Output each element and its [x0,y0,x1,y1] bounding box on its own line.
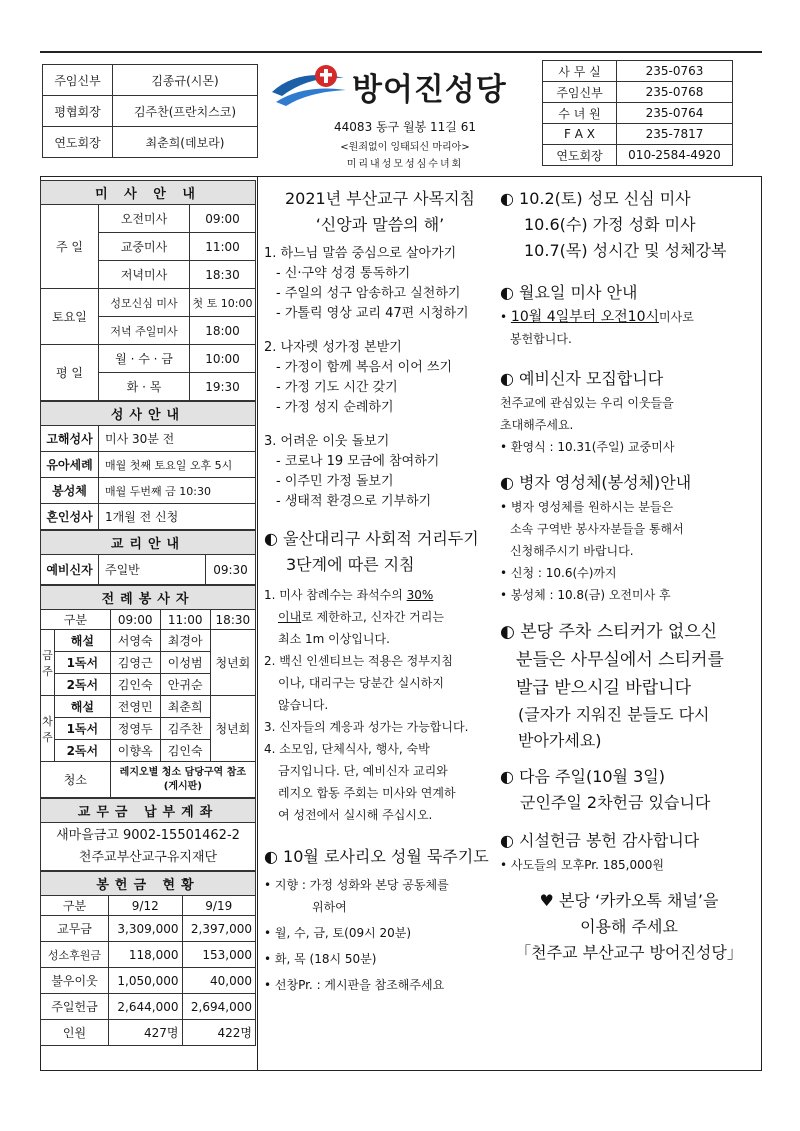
policy-item: 1. 하느님 말씀 중심으로 살아가기 [264,246,457,261]
distancing-text: 3. 신자들의 계응과 성가는 가능합니다. [264,720,469,734]
cleaning-label: 청소 [41,762,111,798]
sacrament-name: 유아세례 [41,452,99,478]
mass-name: 저녁미사 [99,261,190,289]
mass-day: 주 일 [41,205,99,289]
mass-time: 첫 토 10:00 [190,289,256,317]
policy-title: 2021년 부산교구 사목지침 [285,189,475,208]
policy-subitem: - 이주민 가정 돌보기 [276,474,394,489]
policy-item: 2. 나자렛 성가정 본받기 [264,340,402,355]
distancing-text: 2. 백신 인센티브는 적용은 정부지침 [264,654,453,668]
contact-table [542,60,733,166]
staff-role: 연도회장 [43,127,113,158]
distancing-text: 이나, 대리구는 당분간 실시하지 [278,676,444,690]
servers-header: 09:00 [110,610,160,630]
offering-table [40,871,256,1046]
server-role: 해설 [55,630,111,652]
rosary-text: • 화, 목 (18시 50분) [264,952,377,966]
sick-communion-title: ◐ 병자 영성체(봉성체)안내 [500,473,692,492]
left-column [40,180,256,1046]
policy-subitem: - 가톨릭 영상 교리 47편 시청하기 [276,306,469,321]
cleaning-text: 레지오별 청소 담당구역 참조 [119,766,247,778]
sacrament-title: 성사안내 [41,402,256,426]
server-name: 이향옥 [110,740,160,762]
contact-label: 연도회장 [543,145,617,166]
staff-name: 김종규(시몬) [113,65,258,96]
notice-title: 10.7(목) 성시간 및 성체강복 [524,241,727,260]
sacrament-table [40,401,256,530]
top-rule [40,51,762,53]
server-role: 2독서 [55,740,111,762]
religious-order: 미리내성모성심수녀회 [346,159,464,170]
policy-subtitle: ‘신앙과 말씀의 해’ [315,215,445,234]
sick-communion-text: • 신청 : 10.6(수)까지 [500,566,617,580]
monday-text: 봉헌합니다. [510,332,572,346]
contact-phone: 235-0768 [617,82,733,103]
policy-subitem: - 생태적 환경으로 기부하기 [276,494,432,509]
server-role: 1독서 [55,652,111,674]
policy-subitem: - 코로나 19 모금에 참여하기 [276,454,440,469]
server-name: 김인숙 [110,674,160,696]
server-name: 김주찬 [160,718,210,740]
sacrament-detail: 매월 두번째 금 10:30 [99,478,256,504]
distancing-subtitle: 3단계에 따른 지침 [286,555,415,574]
offering-label: 인원 [41,1020,109,1046]
server-name: 김인숙 [160,740,210,762]
distancing-text: 1. 미사 참례수는 좌석수의 [264,588,407,602]
distancing-text: 않습니다. [278,698,329,712]
parking-text: 분들은 사무실에서 스티커를 [516,650,724,670]
doctrine-class: 주일반 [99,555,206,585]
contact-phone: 235-0763 [617,61,733,82]
distancing-highlight: 이내 [278,610,302,624]
staff-name: 김주찬(프란치스코) [113,96,258,127]
kakao-notice: ♥ 본당 ‘카카오톡 채널’을 [539,891,719,910]
sick-communion-text: • 병자 영성체를 원하시는 분들은 [500,500,674,514]
mass-day: 평 일 [41,345,99,401]
staff-name: 최춘희(데보라) [113,127,258,158]
offering-value: 2,694,000 [182,994,256,1020]
servers-week-label: 금 주 [41,630,55,696]
servers-header: 구분 [41,610,111,630]
offering-value: 1,050,000 [109,968,183,994]
sacrament-detail: 매월 첫째 토요일 오후 5시 [99,452,256,478]
mass-name: 월 · 수 · 금 [99,345,190,373]
parking-note: 받아가세요) [518,731,602,750]
kakao-channel-name: 「천주교 부산교구 방어진성당」 [515,943,743,962]
next-sunday-title: ◐ 다음 주일(10월 3일) [500,767,665,786]
mass-name: 교중미사 [99,233,190,261]
column-divider [257,176,258,1071]
catechumen-text: 초대해주세요. [500,418,574,432]
mass-time: 19:30 [190,373,256,401]
policy-subitem: - 주일의 성구 암송하고 실천하기 [276,286,461,301]
distancing-text: 레지오 합동 주회는 미사와 연계하 [278,786,456,800]
distancing-text: 4. 소모임, 단체식사, 행사, 숙박 [264,742,430,756]
server-name: 서영숙 [110,630,160,652]
policy-subitem: - 가정 성지 순례하기 [276,400,394,415]
contact-phone: 235-0764 [617,103,733,124]
offering-label: 주일헌금 [41,994,109,1020]
sick-communion-text: • 봉성체 : 10.8(금) 오전미사 후 [500,588,671,602]
notice-title: ◐ 10.2(토) 성모 신심 미사 [500,189,691,208]
parking-text: ◐ 본당 주차 스티커가 없으신 [500,622,718,642]
mass-name: 오전미사 [99,205,190,233]
sacrament-name: 고해성사 [41,426,99,452]
doctrine-title: 교리안내 [41,531,256,555]
contact-label: 사 무 실 [543,61,617,82]
contact-phone: 010-2584-4920 [617,145,733,166]
sacrament-detail: 미사 30분 전 [99,426,256,452]
offering-value: 427명 [109,1020,183,1046]
rosary-text: 위하여 [312,900,347,914]
monday-highlight: 10월 4일부터 오전10시 [510,309,660,325]
policy-subitem: - 가정이 함께 복음서 이어 쓰기 [276,360,453,375]
offering-header: 구분 [41,896,109,916]
offering-header: 9/19 [182,896,256,916]
church-emblem-icon [268,62,348,112]
servers-header: 18:30 [210,610,255,630]
rosary-text: • 선창Pr. : 게시판을 참조해주세요 [264,978,445,992]
distancing-title: ◐ 울산대리구 사회적 거리두기 [264,529,479,548]
server-role: 1독서 [55,718,111,740]
doctrine-name: 예비신자 [41,555,99,585]
staff-role: 주임신부 [43,65,113,96]
distancing-text: 금지입니다. 단, 예비신자 교리와 [278,764,448,778]
servers-title: 전례봉사자 [41,586,256,610]
offering-label: 불우이웃 [41,968,109,994]
server-name: 안귀순 [160,674,210,696]
policy-subitem: - 가정 기도 시간 갖기 [276,380,398,395]
contact-label: F A X [543,124,617,145]
account-number: 새마을금고 9002-15501462-2 [56,827,240,843]
catechumen-text: • 환영식 : 10.31(주일) 교중미사 [500,440,675,454]
server-role: 2독서 [55,674,111,696]
offering-value: 153,000 [182,942,256,968]
church-logo [268,62,538,112]
kakao-notice: 이용해 주세요 [580,917,678,936]
server-evening: 청년회 [210,630,255,696]
sacrament-name: 혼인성사 [41,504,99,530]
parking-text: 발급 받으시길 바랍니다 [516,678,692,698]
account-title: 교무금 납부계좌 [41,799,256,823]
policy-item: 3. 어려운 이웃 돌보기 [264,434,390,449]
mass-time: 18:00 [190,317,256,345]
contact-label: 주임신부 [543,82,617,103]
church-address: 44083 동구 월봉 11길 61 [334,120,476,134]
offering-label: 교무금 [41,916,109,942]
servers-week-label: 차 주 [41,696,55,762]
facility-offering-text: • 사도들의 모후Pr. 185,000원 [500,858,664,872]
catechumen-text: 천주교에 관심있는 우리 이웃들을 [500,396,674,410]
sacrament-detail: 1개월 전 신청 [99,504,256,530]
distancing-text: 최소 1m 이상입니다. [278,632,390,646]
church-title: 방어진성당 [352,72,507,108]
staff-table [42,64,258,158]
offering-value: 2,644,000 [109,994,183,1020]
offering-header: 9/12 [109,896,183,916]
sick-communion-text: 신청해주시기 바랍니다. [510,544,634,558]
monday-title: ◐ 월요일 미사 안내 [500,283,638,302]
mass-time: 18:30 [190,261,256,289]
offering-label: 성소후원금 [41,942,109,968]
mass-time: 09:00 [190,205,256,233]
monday-text: • [500,310,511,324]
servers-header: 11:00 [160,610,210,630]
staff-role: 평협회장 [43,96,113,127]
server-name: 이성범 [160,652,210,674]
offering-title: 봉헌금 현황 [41,872,256,896]
contact-phone: 235-7817 [617,124,733,145]
notice-title: 10.6(수) 가정 성화 미사 [524,215,696,234]
middle-column [264,186,496,996]
sick-communion-text: 소속 구역반 봉사자분들을 통해서 [510,522,684,536]
doctrine-time: 09:30 [206,555,256,585]
distancing-highlight: 30% [406,588,434,602]
server-name: 최경아 [160,630,210,652]
right-column [500,186,758,966]
account-holder: 천주교부산교구유지재단 [78,849,218,865]
server-name: 김영근 [110,652,160,674]
mass-table [40,180,256,401]
facility-offering-title: ◐ 시설헌금 봉헌 감사합니다 [500,831,700,850]
church-motto: <원죄없이 잉태되신 마리아> [340,142,470,153]
offering-value: 2,397,000 [182,916,256,942]
mass-title: 미 사 안 내 [41,181,256,205]
server-evening: 청년회 [210,696,255,762]
cleaning-note: (게시판) [163,780,202,792]
doctrine-table [40,530,256,585]
mass-time: 10:00 [190,345,256,373]
mass-day: 토요일 [41,289,99,345]
rosary-text: • 지향 : 가정 성화와 본당 공동체를 [264,878,449,892]
server-name: 전영민 [110,696,160,718]
rosary-text: • 월, 수, 금, 토(09시 20분) [264,926,412,940]
servers-table [40,585,256,798]
distancing-text: 여 성전에서 실시해 주십시오. [278,808,433,822]
sacrament-name: 봉성체 [41,478,99,504]
server-name: 정영두 [110,718,160,740]
distancing-text: 로 제한하고, 신자간 거리는 [301,610,444,624]
offering-value: 3,309,000 [109,916,183,942]
rosary-title: ◐ 10월 로사리오 성월 묵주기도 [264,847,489,866]
server-role: 해설 [55,696,111,718]
mass-name: 성모신심 미사 [99,289,190,317]
server-name: 최춘희 [160,696,210,718]
offering-value: 40,000 [182,968,256,994]
next-sunday-text: 군인주일 2차헌금 있습니다 [520,793,711,812]
contact-label: 수 녀 원 [543,103,617,124]
account-table [40,798,256,871]
catechumen-title: ◐ 예비신자 모집합니다 [500,369,664,388]
offering-value: 118,000 [109,942,183,968]
mass-name: 화 · 목 [99,373,190,401]
mass-time: 11:00 [190,233,256,261]
parking-note: (글자가 지워진 분들도 다시 [518,705,710,724]
monday-text: 미사로 [659,310,694,324]
policy-subitem: - 신·구약 성경 통독하기 [276,266,411,281]
offering-value: 422명 [182,1020,256,1046]
mass-name: 저녁 주일미사 [99,317,190,345]
